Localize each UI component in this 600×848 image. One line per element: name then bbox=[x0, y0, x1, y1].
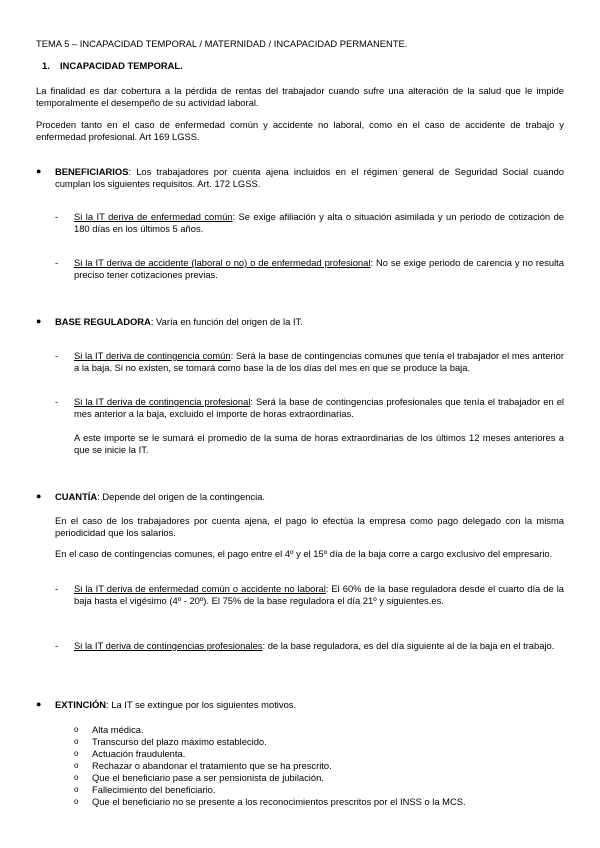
bullet-icon: ● bbox=[36, 491, 42, 501]
beneficiarios-item-1 bbox=[74, 211, 564, 234]
cuantia-text: : Depende del origen de la contingencia. bbox=[97, 491, 266, 502]
bullet-icon: ● bbox=[36, 166, 42, 176]
base-item-2-lead: Si la IT deriva de contingencia profesional bbox=[74, 396, 251, 407]
extincion-label: EXTINCIÓN bbox=[55, 699, 107, 710]
beneficiarios-text: : Los trabajadores por cuenta ajena incluidos en el régimen general de Seguridad Social cuando cumplan los siguientes requisitos. Art. 172 LGSS. bbox=[55, 166, 564, 189]
beneficiarios-paragraph bbox=[55, 166, 564, 189]
bullet-icon: ● bbox=[36, 316, 42, 326]
base-label: BASE REGULADORA bbox=[55, 316, 151, 327]
base-item-1-lead: Si la IT deriva de contingencia común bbox=[74, 350, 231, 361]
circle-bullet-icon: o bbox=[74, 725, 79, 734]
beneficiarios-item-1-lead: Si la IT deriva de enfermedad común bbox=[74, 211, 233, 222]
cuantia-item-2 bbox=[74, 640, 564, 652]
dash-icon: - bbox=[55, 350, 59, 361]
beneficiarios-item-2 bbox=[74, 257, 564, 280]
cuantia-item-2-text: : de la base reguladora, es del día siguiente al de la baja en el trabajo. bbox=[262, 640, 555, 651]
extincion-item: Actuación fraudulenta. bbox=[92, 748, 186, 759]
circle-bullet-icon: o bbox=[74, 737, 79, 746]
cuantia-item-2-lead: Si la IT deriva de contingencias profesionales bbox=[74, 640, 263, 651]
bullet-icon: ● bbox=[36, 699, 42, 709]
beneficiarios-item-2-text: : No se exige periodo de carencia y no resulta preciso tener cotizaciones previas. bbox=[74, 257, 564, 280]
dash-icon: - bbox=[55, 640, 59, 651]
cuantia-item-1 bbox=[74, 583, 564, 606]
cuantia-paragraph bbox=[55, 491, 564, 503]
base-item-1-text: : Será la base de contingencias comunes que tenía el trabajador el mes anterior a la baja. Si no existen, se tomará como base la de los días del mes en que se produce la baja. bbox=[74, 350, 564, 373]
extincion-item: Alta médica. bbox=[92, 724, 144, 735]
beneficiarios-item-2-lead: Si la IT deriva de accidente (laboral o no) o de enfermedad profesional bbox=[74, 257, 371, 268]
document-header: TEMA 5 – INCAPACIDAD TEMPORAL / MATERNIDAD / INCAPACIDAD PERMANENTE. bbox=[36, 38, 408, 49]
extincion-item: Transcurso del plazo máximo establecido. bbox=[92, 736, 267, 747]
base-paragraph bbox=[55, 316, 564, 328]
dash-icon: - bbox=[55, 583, 59, 594]
beneficiarios-label: BENEFICIARIOS bbox=[55, 166, 129, 177]
intro-paragraph-1: La finalidad es dar cobertura a la pérdida de rentas del trabajador cuando sufre una alteración de la salud que le impide temporalmente el desempeño de su actividad laboral. bbox=[36, 85, 564, 108]
dash-icon: - bbox=[55, 257, 59, 268]
circle-bullet-icon: o bbox=[74, 749, 79, 758]
circle-bullet-icon: o bbox=[74, 761, 79, 770]
base-item-1 bbox=[74, 350, 564, 373]
beneficiarios-item-1-text: : Se exige afiliación y alta o situación asimilada y un periodo de cotización de 180 días en los últimos 5 años. bbox=[74, 211, 564, 234]
circle-bullet-icon: o bbox=[74, 773, 79, 782]
extincion-item: Que el beneficiario pase a ser pensionista de jubilación. bbox=[92, 772, 324, 783]
extincion-item: Rechazar o abandonar el tratamiento que se ha prescrito. bbox=[92, 760, 332, 771]
cuantia-item-1-lead: Si la IT deriva de enfermedad común o accidente no laboral bbox=[74, 583, 326, 594]
section-title: INCAPACIDAD TEMPORAL. bbox=[60, 60, 183, 71]
extincion-item: Que el beneficiario no se presente a los reconocimientos prescritos por el INSS o la MCS. bbox=[92, 796, 466, 807]
section-number: 1. bbox=[42, 60, 50, 71]
base-extra-paragraph: A este importe se le sumará el promedio de la suma de horas extraordinarias de los últimos 12 meses anteriores a que se inicie la IT. bbox=[74, 432, 564, 455]
dash-icon: - bbox=[55, 211, 59, 222]
circle-bullet-icon: o bbox=[74, 797, 79, 806]
dash-icon: - bbox=[55, 396, 59, 407]
base-item-2-text: : Será la base de contingencias profesionales que tenía el trabajador en el mes anterior a la baja, excluido el importe de horas extraordinarias. bbox=[74, 396, 565, 419]
cuantia-item-1-text: : El 60% de la base reguladora desde el cuarto día de la baja hasta el vigésimo (4º - 20º). El 75% de la base reguladora el día 21º y siguientes.es. bbox=[74, 583, 564, 606]
extincion-paragraph bbox=[55, 699, 564, 711]
cuantia-paragraph-1: En el caso de los trabajadores por cuenta ajena, el pago lo efectúa la empresa como pago delegado con la misma periodicidad que los salarios. bbox=[55, 515, 564, 538]
base-text: : Varía en función del origen de la IT. bbox=[150, 316, 303, 327]
extincion-item: Fallecimiento del beneficiario. bbox=[92, 784, 216, 795]
circle-bullet-icon: o bbox=[74, 785, 79, 794]
cuantia-label: CUANTÍA bbox=[55, 491, 98, 502]
extincion-text: : La IT se extingue por los siguientes motivos. bbox=[106, 699, 297, 710]
intro-paragraph-2: Proceden tanto en el caso de enfermedad común y accidente no laboral, como en el caso de accidente de trabajo y enfermedad profesional. Art 169 LGSS. bbox=[36, 119, 564, 142]
cuantia-paragraph-2: En el caso de contingencias comunes, el pago entre el 4º y el 15º día de la baja corre a cargo exclusivo del empresario. bbox=[55, 548, 553, 559]
base-item-2 bbox=[74, 396, 564, 419]
